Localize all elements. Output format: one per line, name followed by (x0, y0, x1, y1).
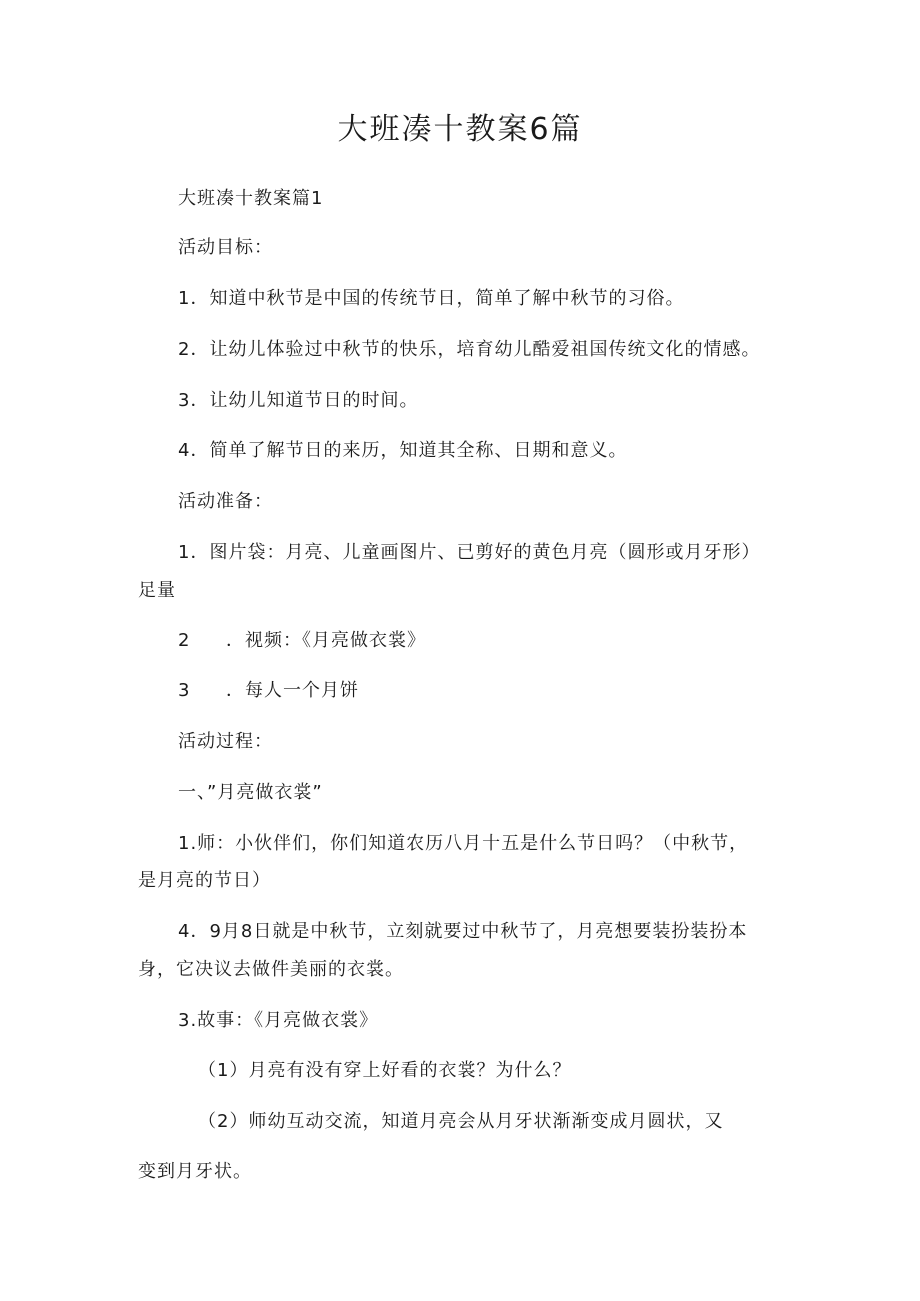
part-heading: 一、”月亮做衣裳” (178, 782, 323, 803)
goal-item: 1．知道中秋节是中国的传统节日，简单了解中秋节的习俗。 (178, 288, 685, 309)
goal-item: 3．让幼儿知道节日的时间。 (178, 390, 419, 411)
goals-heading: 活动目标： (178, 237, 273, 258)
step-item-continuation: 是月亮的节日） (138, 870, 271, 891)
document-title: 大班凑十教案6篇 (337, 112, 583, 147)
goal-item: 4．简单了解节日的来历，知道其全称、日期和意义。 (178, 440, 628, 461)
step-item: 3.故事：《月亮做衣裳》 (178, 1010, 379, 1031)
goal-item: 2．让幼儿体验过中秋节的快乐，培育幼儿酷爱祖国传统文化的情感。 (178, 339, 761, 360)
section-heading: 大班凑十教案篇1 (178, 188, 324, 209)
prep-item: 1．图片袋：月亮、儿童画图片、已剪好的黄色月亮（圆形或月牙形） (178, 542, 761, 563)
step-item: 4．9月8日就是中秋节，立刻就要过中秋节了，月亮想要装扮装扮本 (178, 921, 748, 942)
prep-item-number: 3 (178, 680, 191, 701)
sub-item: （2）师幼互动交流，知道月亮会从月牙状渐渐变成月圆状，又 (198, 1111, 724, 1132)
prep-heading: 活动准备： (178, 491, 273, 512)
process-heading: 活动过程： (178, 731, 273, 752)
sub-item-continuation: 变到月牙状。 (138, 1161, 252, 1182)
step-item: 1.师：小伙伴们，你们知道农历八月十五是什么节日吗？（中秋节， (178, 833, 749, 854)
prep-item-number: 2 (178, 630, 191, 651)
step-item-continuation: 身，它决议去做件美丽的衣裳。 (138, 959, 404, 980)
prep-item-continuation: 足量 (138, 580, 176, 601)
sub-item: （1）月亮有没有穿上好看的衣裳？为什么？ (198, 1060, 572, 1081)
prep-item: ．视频：《月亮做衣裳》 (226, 630, 426, 651)
prep-item: ．每人一个月饼 (226, 680, 359, 701)
